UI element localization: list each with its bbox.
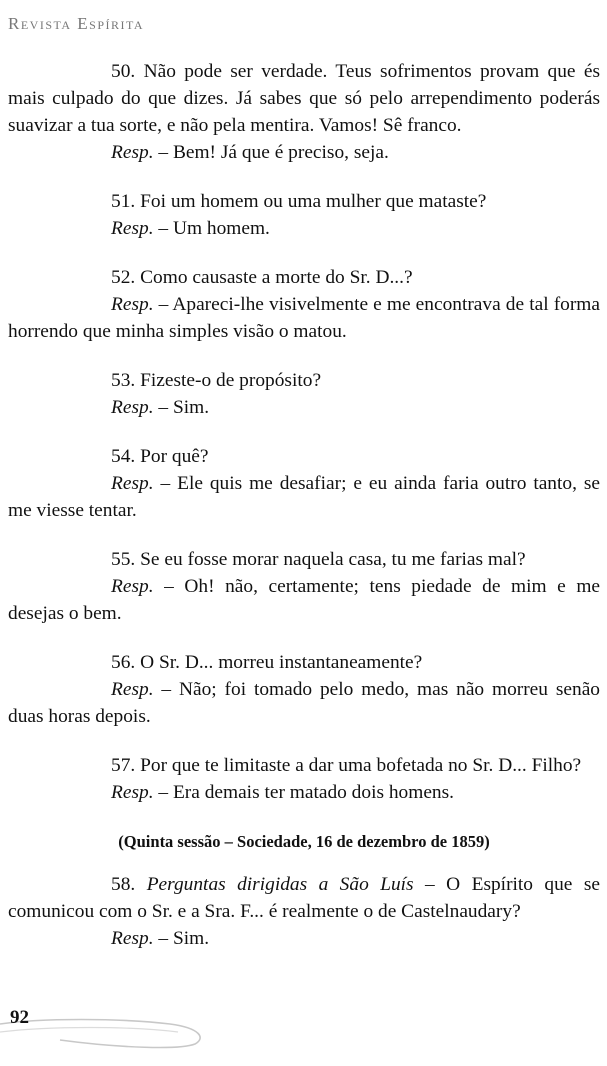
answer-paragraph	[8, 215, 600, 242]
question-number: 57.	[111, 755, 136, 776]
resp-dash: –	[153, 473, 178, 494]
resp-dash: –	[153, 679, 179, 700]
qa-block-55	[8, 546, 600, 627]
question-paragraph	[8, 188, 600, 215]
question-paragraph	[8, 367, 600, 394]
resp-dash: –	[153, 928, 173, 949]
question-paragraph	[8, 264, 600, 291]
resp-label: Resp.	[111, 142, 154, 163]
answer-paragraph	[8, 925, 600, 952]
question-paragraph	[8, 546, 600, 573]
question-text: Fizeste-o de propósito?	[140, 370, 322, 391]
page-number: 92	[10, 1007, 29, 1028]
question-number: 55.	[111, 549, 136, 570]
resp-label: Resp.	[111, 782, 154, 803]
resp-label: Resp.	[111, 473, 154, 494]
running-header: Revista Espírita	[8, 14, 145, 33]
question-text: Foi um homem ou uma mulher que mataste?	[140, 191, 487, 212]
resp-label: Resp.	[111, 928, 154, 949]
resp-dash: –	[153, 218, 173, 239]
answer-text: Sim.	[172, 928, 210, 949]
qa-block-51	[8, 188, 600, 242]
qa-block-50	[8, 58, 600, 166]
question-text: – O Espírito que se comunicou com o Sr. e a Sra. F... é realmente o de Castelnaudary?	[8, 874, 600, 922]
question-number: 53.	[111, 370, 136, 391]
question-text: Não pode ser verdade. Teus sofrimentos provam que és mais culpado do que dizes. Já sabes que só pelo arrependimento poderás suavizar a tua sorte, e não pela mentira. Vamos! Sê franco.	[8, 61, 600, 136]
resp-label: Resp.	[111, 679, 154, 700]
question-text: Por que te limitaste a dar uma bofetada no Sr. D... Filho?	[140, 755, 582, 776]
resp-label: Resp.	[111, 294, 154, 315]
resp-label: Resp.	[111, 576, 154, 597]
question-number: 58.	[111, 874, 136, 895]
resp-label: Resp.	[111, 397, 154, 418]
qa-block-58	[8, 871, 600, 952]
answer-paragraph	[8, 394, 600, 421]
qa-block-53	[8, 367, 600, 421]
resp-dash: –	[153, 294, 173, 315]
answer-paragraph	[8, 139, 600, 166]
question-number: 52.	[111, 267, 136, 288]
footer-swoosh-ornament	[0, 1004, 240, 1054]
page-body	[8, 58, 600, 952]
question-paragraph	[8, 752, 600, 779]
question-paragraph	[8, 649, 600, 676]
answer-paragraph	[8, 779, 600, 806]
resp-dash: –	[153, 782, 173, 803]
question-paragraph	[8, 58, 600, 139]
question-number: 51.	[111, 191, 136, 212]
resp-label: Resp.	[111, 218, 154, 239]
answer-text: Um homem.	[172, 218, 270, 239]
answer-paragraph	[8, 291, 600, 345]
answer-text: Sim.	[172, 397, 210, 418]
question-paragraph	[8, 443, 600, 470]
question-text: Por quê?	[140, 446, 209, 467]
resp-dash: –	[153, 397, 173, 418]
question-text: Como causaste a morte do Sr. D...?	[140, 267, 413, 288]
answer-paragraph	[8, 676, 600, 730]
session-heading: (Quinta sessão – Sociedade, 16 de dezembro de 1859)	[118, 832, 490, 851]
answer-text: Era demais ter matado dois homens.	[172, 782, 455, 803]
qa-block-52	[8, 264, 600, 345]
resp-dash: –	[153, 576, 185, 597]
qa-block-57	[8, 752, 600, 806]
question-number: 54.	[111, 446, 136, 467]
question-number: 56.	[111, 652, 136, 673]
question-text: O Sr. D... morreu instantaneamente?	[140, 652, 423, 673]
question-paragraph	[8, 871, 600, 925]
resp-dash: –	[153, 142, 173, 163]
question-intro-italic: Perguntas dirigidas a São Luís	[146, 874, 414, 895]
answer-paragraph	[8, 573, 600, 627]
answer-text: Bem! Já que é preciso, seja.	[172, 142, 389, 163]
answer-text: Apareci-lhe visivelmente e me encontrava de tal forma horrendo que minha simples visão o matou.	[8, 294, 600, 342]
answer-text: Não; foi tomado pelo medo, mas não morreu senão duas horas depois.	[8, 679, 600, 727]
question-text: Se eu fosse morar naquela casa, tu me farias mal?	[140, 549, 526, 570]
answer-paragraph	[8, 470, 600, 524]
qa-block-56	[8, 649, 600, 730]
qa-block-54	[8, 443, 600, 524]
answer-text: Ele quis me desafiar; e eu ainda faria outro tanto, se me viesse tentar.	[8, 473, 601, 521]
question-number: 50.	[111, 61, 136, 82]
answer-text: Oh! não, certamente; tens piedade de mim e me desejas o bem.	[8, 576, 601, 624]
